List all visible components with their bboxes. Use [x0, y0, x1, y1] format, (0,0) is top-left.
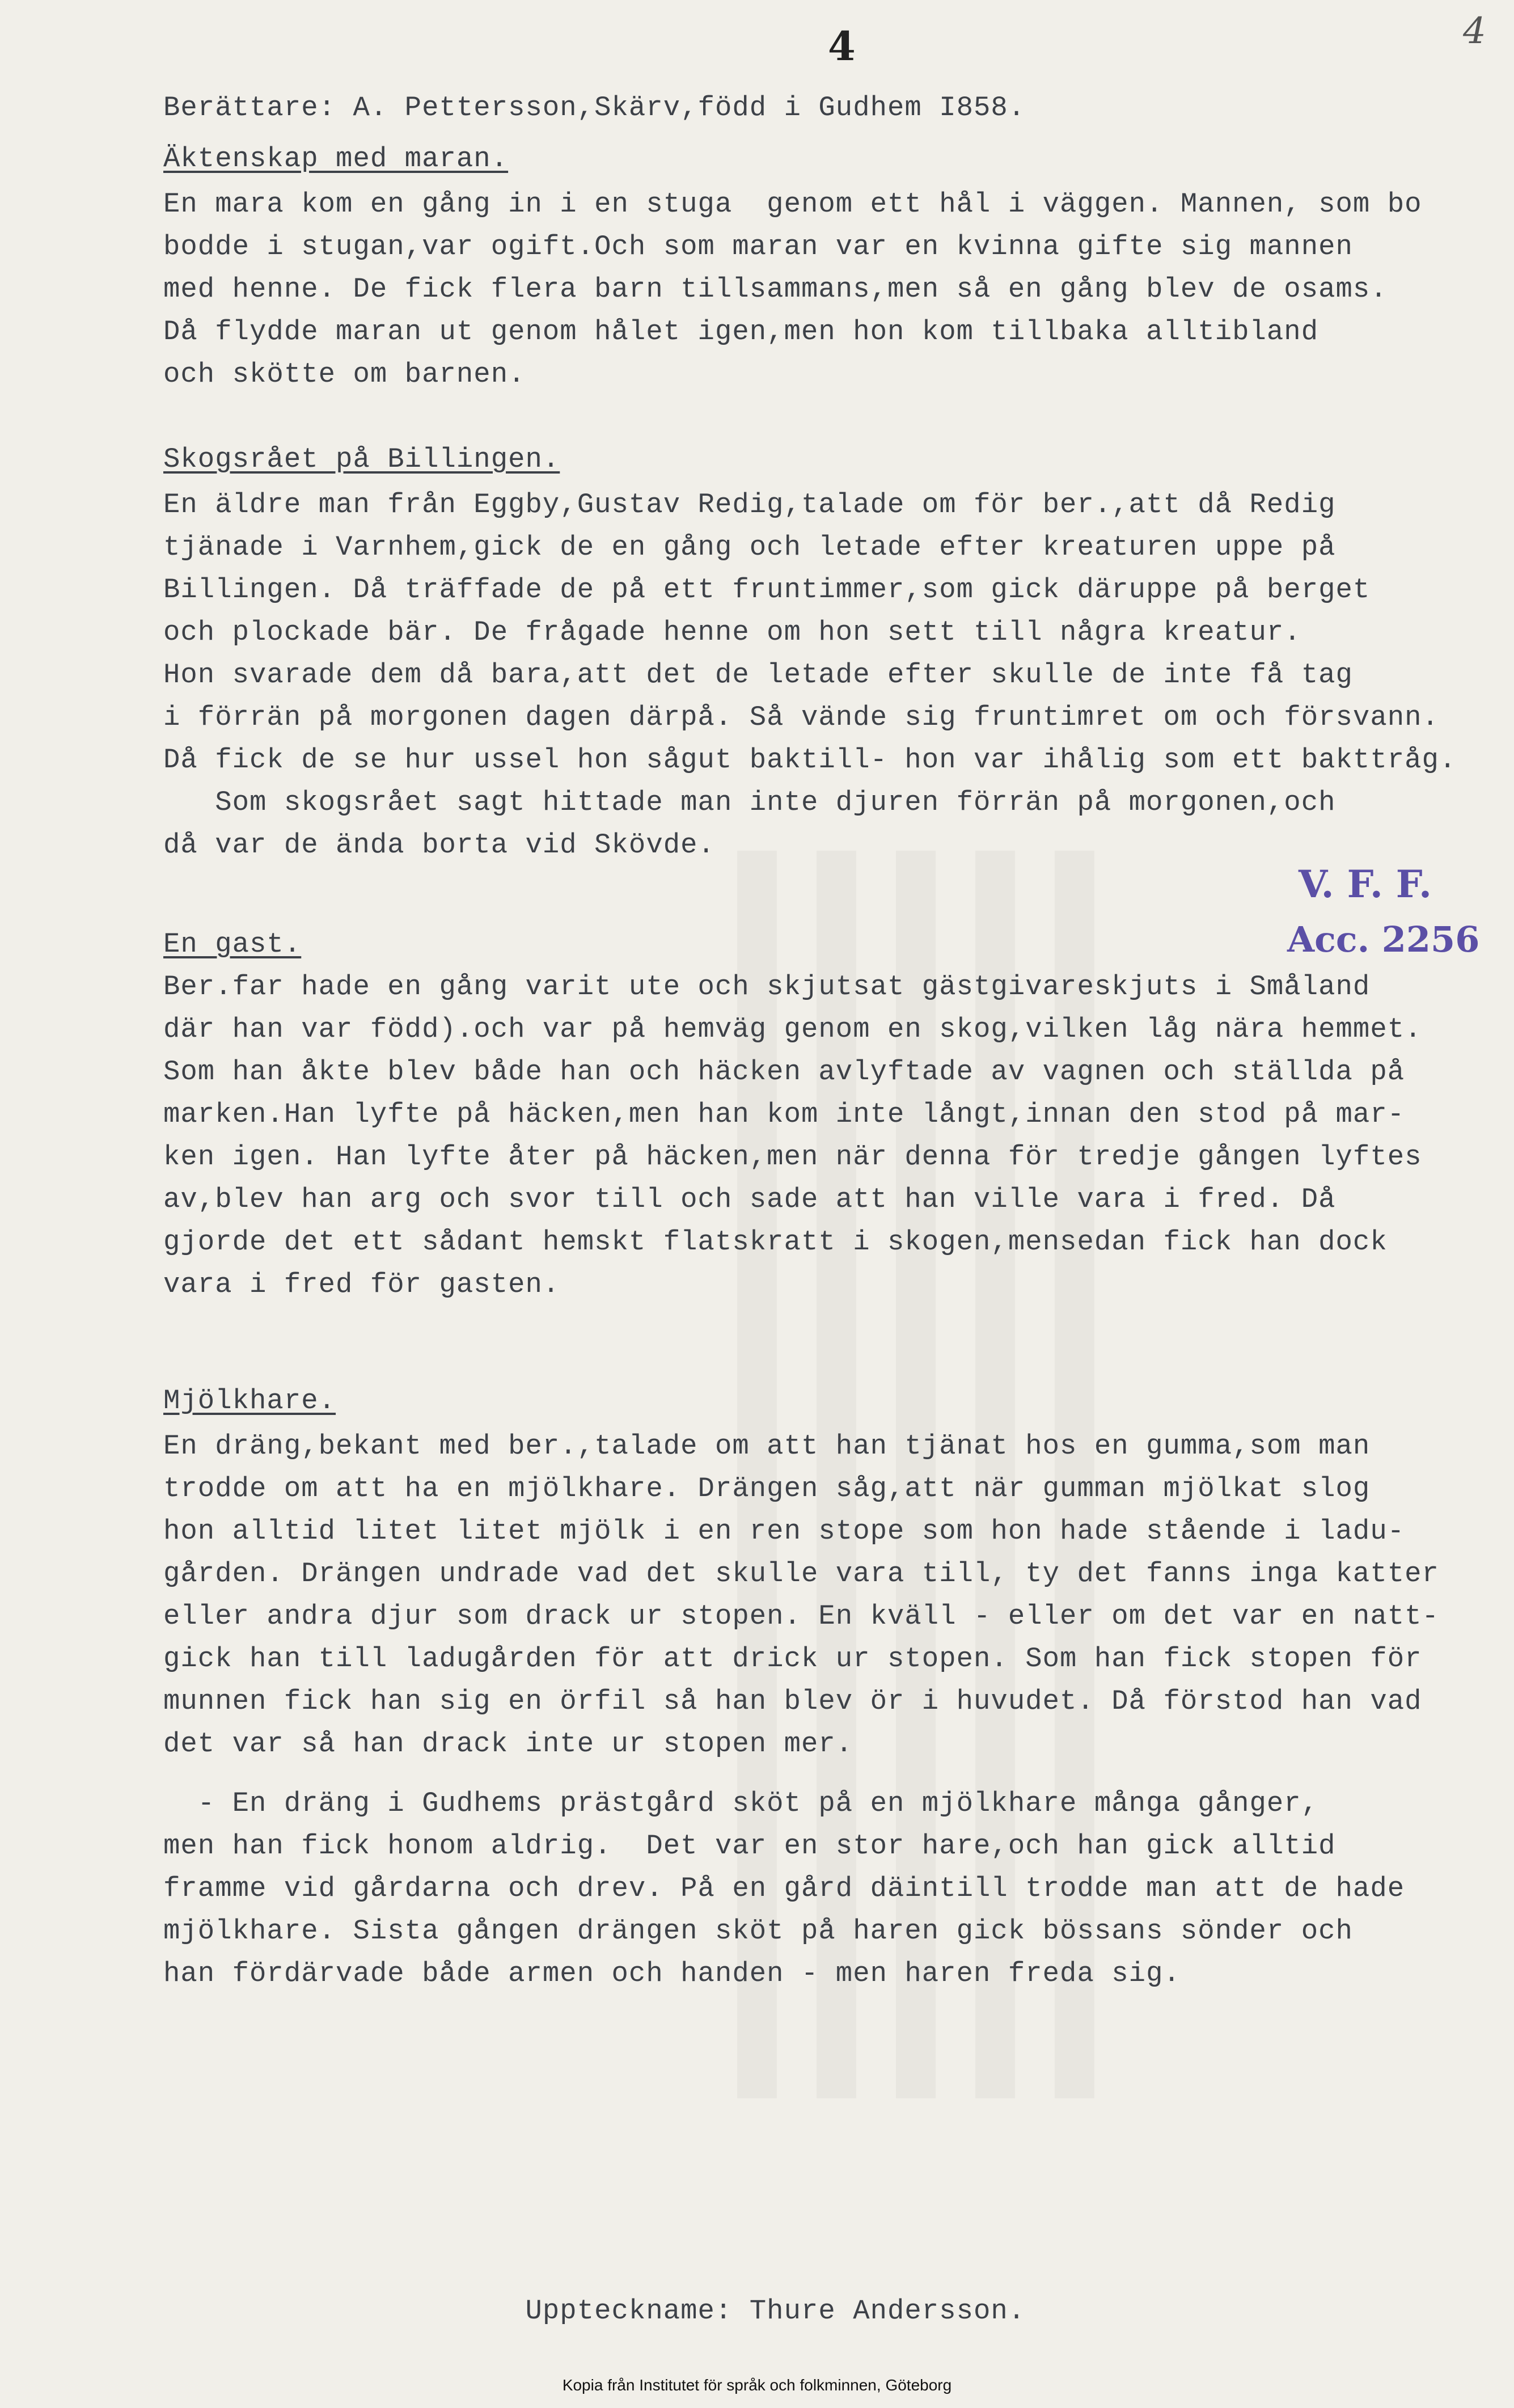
- text-line: i förrän på morgonen dagen därpå. Så vände sig fruntimret om och försvann.: [163, 702, 1439, 733]
- text-line: - En dräng i Gudhems prästgård sköt på en mjölkhare många gånger,: [163, 1788, 1319, 1819]
- text-line: Hon svarade dem då bara,att det de letade efter skulle de inte få tag: [163, 659, 1353, 691]
- copy-footer: Kopia från Institutet för språk och folkminnen, Göteborg: [562, 2376, 952, 2394]
- text-line: gick han till ladugården för att drick ur stopen. Som han fick stopen för: [163, 1643, 1422, 1675]
- text-line: Då flydde maran ut genom hålet igen,men hon kom tillbaka alltibland: [163, 316, 1319, 348]
- text-line: Ber.far hade en gång varit ute och skjutsat gästgivareskjuts i Småland: [163, 971, 1371, 1003]
- text-line: av,blev han arg och svor till och sade att han ville vara i fred. Då: [163, 1184, 1336, 1215]
- archive-stamp-line1: V. F. F.: [1299, 862, 1432, 906]
- text-line: hon alltid litet litet mjölk i en ren stope som hon hade stående i ladu-: [163, 1515, 1405, 1547]
- text-line: En äldre man från Eggby,Gustav Redig,talade om för ber.,att då Redig: [163, 489, 1336, 521]
- text-line: bodde i stugan,var ogift.Och som maran var en kvinna gifte sig mannen: [163, 231, 1353, 263]
- text-line: Då fick de se hur ussel hon sågut baktill- hon var ihålig som ett bakttråg.: [163, 744, 1457, 776]
- text-line: då var de ända borta vid Skövde.: [163, 829, 715, 861]
- text-line: En dräng,bekant med ber.,talade om att han tjänat hos en gumma,som man: [163, 1430, 1371, 1462]
- text-line: munnen fick han sig en örfil så han blev ör i huvudet. Då förstod han vad: [163, 1685, 1422, 1717]
- text-line: det var så han drack inte ur stopen mer.: [163, 1728, 853, 1760]
- text-line: trodde om att ha en mjölkhare. Drängen såg,att när gumman mjölkat slog: [163, 1473, 1371, 1505]
- text-line: men han fick honom aldrig. Det var en stor hare,och han gick alltid: [163, 1830, 1336, 1862]
- archive-stamp-line2: Acc. 2256: [1287, 919, 1480, 960]
- text-line: Som han åkte blev både han och häcken avlyftade av vagnen och ställda på: [163, 1056, 1405, 1088]
- text-line: där han var född).och var på hemväg genom en skog,vilken låg nära hemmet.: [163, 1013, 1422, 1045]
- text-line: marken.Han lyfte på häcken,men han kom inte långt,innan den stod på mar-: [163, 1099, 1405, 1130]
- text-line: och skötte om barnen.: [163, 358, 526, 390]
- section-heading: Äktenskap med maran.: [163, 143, 509, 175]
- section-heading: En gast.: [163, 928, 302, 960]
- text-line: gjorde det ett sådant hemskt flatskratt i skogen,mensedan fick han dock: [163, 1226, 1388, 1258]
- text-line: och plockade bär. De frågade henne om hon sett till några kreatur.: [163, 616, 1301, 648]
- text-line: han fördärvade både armen och handen - men haren freda sig.: [163, 1958, 1181, 1989]
- section-heading: Mjölkhare.: [163, 1385, 336, 1417]
- text-line: tjänade i Varnhem,gick de en gång och letade efter kreaturen uppe på: [163, 531, 1336, 563]
- text-line: eller andra djur som drack ur stopen. En kväll - eller om det var en natt-: [163, 1600, 1439, 1632]
- text-line: gården. Drängen undrade vad det skulle vara till, ty det fanns inga katter: [163, 1558, 1439, 1590]
- text-line: med henne. De fick flera barn tillsammans,men så en gång blev de osams.: [163, 273, 1388, 305]
- text-line: Som skogsrået sagt hittade man inte djuren förrän på morgonen,och: [163, 787, 1336, 818]
- text-line: framme vid gårdarna och drev. På en gård däintill trodde man att de hade: [163, 1873, 1405, 1904]
- text-line: vara i fred för gasten.: [163, 1269, 560, 1300]
- section-heading: Skogsrået på Billingen.: [163, 443, 560, 475]
- page-number: 4: [828, 23, 856, 70]
- text-line: En mara kom en gång in i en stuga genom ett hål i väggen. Mannen, som bo: [163, 188, 1422, 220]
- corner-handwritten-number: 4: [1463, 10, 1486, 52]
- text-line: Berättare: A. Pettersson,Skärv,född i Gudhem I858.: [163, 92, 1026, 124]
- text-line: ken igen. Han lyfte åter på häcken,men när denna för tredje gången lyftes: [163, 1141, 1422, 1173]
- text-line: Uppteckname: Thure Andersson.: [163, 2295, 1026, 2327]
- text-line: Billingen. Då träffade de på ett fruntimmer,som gick däruppe på berget: [163, 574, 1371, 606]
- text-line: mjölkhare. Sista gången drängen sköt på haren gick bössans sönder och: [163, 1915, 1353, 1947]
